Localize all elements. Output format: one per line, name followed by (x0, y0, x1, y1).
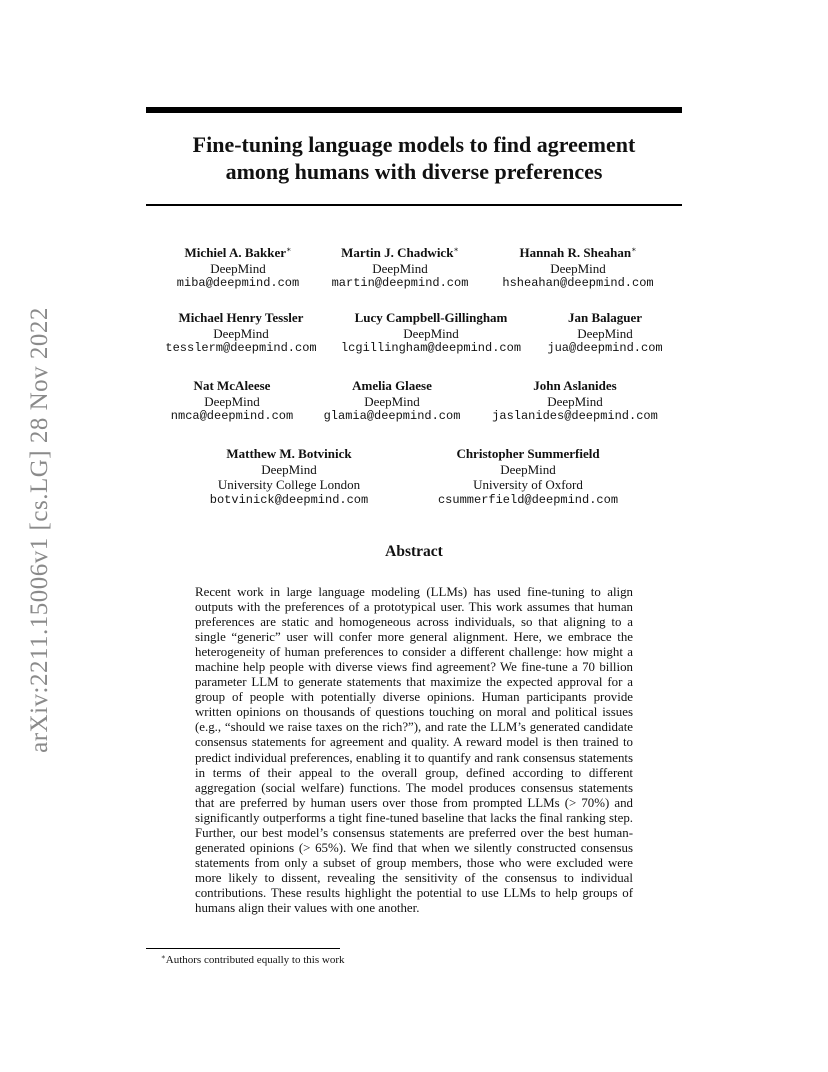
abstract-body: Recent work in large language modeling (LLMs) has used fine-tuning to align outputs with the preferences of a prototypical user. This work assumes that human preferences are static and homogeneous across individuals, so that aligning to a single “generic” user will confer more general alignment. Here, we embrace the heterogeneity of human preferences to consider a different challenge: how might a machine help people with diverse views find agreement? We fine-tune a 70 billion parameter LLM to generate statements that maximize the expected approval for a group of people with potentially diverse opinions. Human participants provide written opinions on thousands of questions touching on moral and political issues (e.g., “should we raise taxes on the rich?”), and rate the LLM’s generated candidate consensus statements for agreement and quality. A reward model is then trained to predict individual preferences, enabling it to quantify and rank consensus statements in terms of their appeal to the overall group, defined according to different aggregation (social welfare) functions. The model produces consensus statements that are preferred by human users over those from prompted LLMs (> 70%) and significantly outperforms a tight fine-tuned baseline that lacks the final ranking step. Further, our best model’s consensus statements are preferred over the best human-generated opinions (> 65%). We find that when we silently constructed consensus statements from only a subset of group members, those who were excluded were more likely to dissent, revealing the sensitivity of the consensus to individual contributions. These results highlight the potential to use LLMs to help groups of humans align their values with one another. (195, 585, 633, 915)
author-email: jua@deepmind.com (547, 341, 663, 355)
author-email: csummerfield@deepmind.com (437, 492, 619, 507)
author-affiliation: DeepMind (577, 325, 633, 341)
author-name: Amelia Glaese (352, 378, 432, 393)
author-block (210, 446, 368, 508)
author-affiliation: DeepMind (403, 325, 459, 341)
author-block (177, 242, 299, 292)
author-block (324, 378, 461, 425)
author-affiliation-secondary: University College London (217, 477, 361, 492)
author-affiliation: DeepMind (550, 260, 606, 276)
author-block (332, 242, 469, 292)
author-email: tesslerm@deepmind.com (165, 341, 317, 355)
footnote (161, 953, 345, 966)
author-affiliation: DeepMind (372, 260, 428, 276)
author-affiliation: DeepMind (210, 260, 266, 276)
author-email: lcgillingham@deepmind.com (340, 341, 522, 355)
author-email: martin@deepmind.com (331, 276, 469, 290)
footnote-text: Authors contributed equally to this work (165, 954, 345, 966)
author-name: Christopher Summerfield (456, 446, 600, 461)
title-bottom-rule (146, 204, 682, 206)
author-affiliation: DeepMind (500, 461, 556, 477)
author-name: John Aslanides (533, 378, 617, 393)
author-email: glamia@deepmind.com (323, 409, 461, 423)
title-line-2: among humans with diverse preferences (225, 159, 603, 184)
author-block (165, 310, 316, 357)
author-email: hsheahan@deepmind.com (502, 276, 654, 290)
author-block (341, 310, 521, 357)
author-name: Nat McAleese (193, 378, 271, 393)
title-line-1: Fine-tuning language models to find agreement (192, 132, 636, 157)
footnote-mark: ∗ (161, 953, 166, 961)
author-name: Michael Henry Tessler (178, 310, 304, 325)
author-affiliation: DeepMind (261, 461, 317, 477)
author-affiliation: DeepMind (547, 393, 603, 409)
author-email: botvinick@deepmind.com (209, 492, 369, 507)
author-block (171, 378, 293, 425)
author-name: Matthew M. Botvinick (226, 446, 352, 461)
author-name: Lucy Campbell-Gillingham (354, 310, 508, 325)
paper-title (146, 131, 682, 185)
author-block (438, 446, 618, 508)
author-affiliation: DeepMind (364, 393, 420, 409)
author-affiliation-secondary: University of Oxford (473, 477, 583, 492)
author-block (502, 242, 653, 292)
author-affiliation: DeepMind (213, 325, 269, 341)
author-email: miba@deepmind.com (176, 276, 300, 290)
author-block (492, 378, 658, 425)
abstract-heading: Abstract (385, 543, 443, 560)
author-name: Hannah R. Sheahan∗ (519, 245, 637, 260)
footnote-rule (146, 948, 340, 949)
author-name: Martin J. Chadwick∗ (341, 245, 459, 260)
author-name: Michiel A. Bakker∗ (184, 245, 292, 260)
author-email: nmca@deepmind.com (170, 409, 294, 423)
arxiv-identifier: arXiv:2211.15006v1 [cs.LG] 28 Nov 2022 (26, 307, 53, 753)
author-email: jaslanides@deepmind.com (492, 409, 658, 423)
title-top-rule (146, 107, 682, 113)
author-block (547, 310, 662, 357)
author-name: Jan Balaguer (567, 310, 643, 325)
author-affiliation: DeepMind (204, 393, 260, 409)
